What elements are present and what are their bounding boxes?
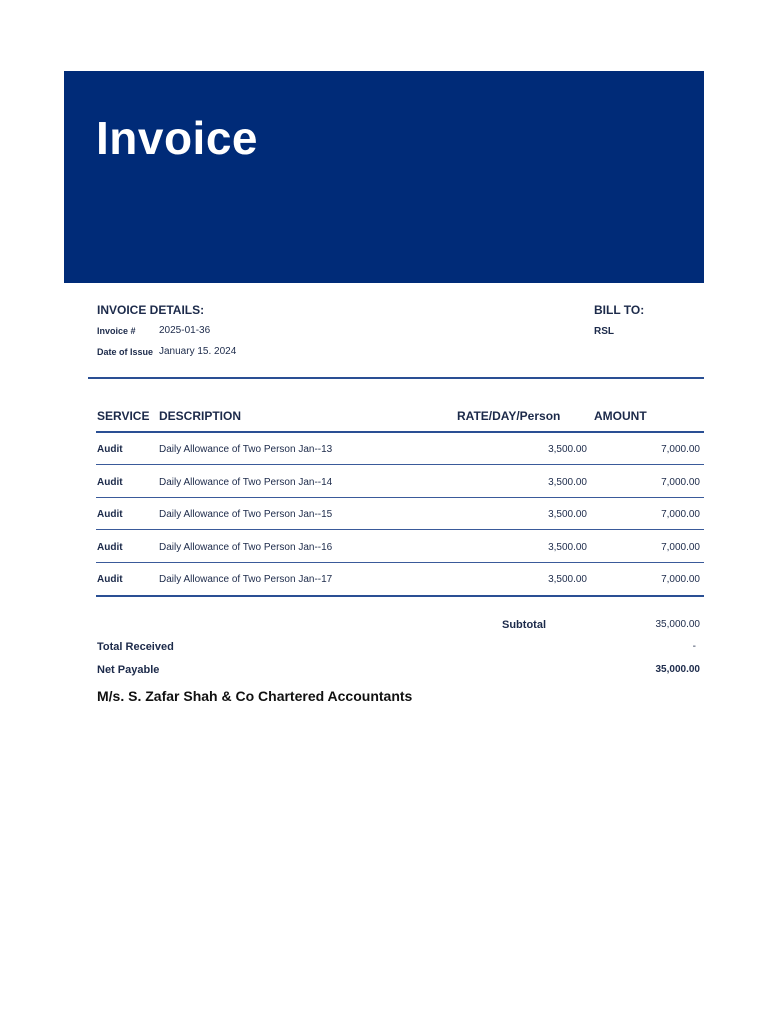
row-divider (96, 529, 704, 530)
date-of-issue-label: Date of Issue (97, 347, 154, 357)
table-row (96, 498, 704, 530)
row-rate: 3,500.00 (548, 444, 587, 455)
row-amount: 7,000.00 (661, 509, 700, 520)
row-rate: 3,500.00 (548, 477, 587, 488)
row-description: Daily Allowance of Two Person Jan--17 (159, 574, 333, 585)
table-bottom-divider (96, 595, 704, 597)
details-divider (88, 377, 704, 379)
row-rate: 3,500.00 (548, 574, 587, 585)
net-payable-label: Net Payable (97, 664, 160, 676)
row-amount: 7,000.00 (661, 574, 700, 585)
subtotal-value: 35,000.00 (655, 619, 700, 630)
row-description: Daily Allowance of Two Person Jan--16 (159, 542, 333, 553)
row-amount: 7,000.00 (661, 477, 700, 488)
invoice-header-band (64, 71, 704, 283)
total-received-value: - (692, 641, 696, 652)
row-rate: 3,500.00 (548, 542, 587, 553)
table-row (96, 531, 704, 563)
row-description: Daily Allowance of Two Person Jan--15 (159, 509, 333, 520)
invoice-number-value: 2025-01-36 (159, 325, 211, 336)
table-row (96, 433, 704, 465)
firm-name: M/s. S. Zafar Shah & Co Chartered Accountants (97, 688, 413, 704)
invoice-number-label: Invoice # (97, 326, 136, 336)
column-header-service: SERVICE (97, 409, 150, 423)
date-of-issue-value: January 15. 2024 (159, 346, 237, 357)
row-service: Audit (97, 574, 123, 585)
total-received-label: Total Received (97, 641, 174, 653)
subtotal-label: Subtotal (502, 619, 546, 631)
row-rate: 3,500.00 (548, 509, 587, 520)
net-payable-value: 35,000.00 (655, 664, 700, 675)
table-row (96, 563, 704, 595)
invoice-title: Invoice (96, 112, 259, 164)
table-row (96, 466, 704, 498)
column-header-amount: AMOUNT (594, 409, 647, 423)
column-header-rate: RATE/DAY/Person (457, 409, 561, 423)
row-amount: 7,000.00 (661, 444, 700, 455)
row-service: Audit (97, 542, 123, 553)
column-header-description: DESCRIPTION (159, 409, 242, 423)
bill-to-name: RSL (594, 326, 614, 337)
row-divider (96, 464, 704, 465)
row-description: Daily Allowance of Two Person Jan--13 (159, 444, 333, 455)
row-service: Audit (97, 509, 123, 520)
row-description: Daily Allowance of Two Person Jan--14 (159, 477, 333, 488)
row-service: Audit (97, 477, 123, 488)
row-service: Audit (97, 444, 123, 455)
row-amount: 7,000.00 (661, 542, 700, 553)
invoice-details-heading: INVOICE DETAILS: (97, 303, 205, 317)
bill-to-heading: BILL TO: (594, 303, 645, 317)
